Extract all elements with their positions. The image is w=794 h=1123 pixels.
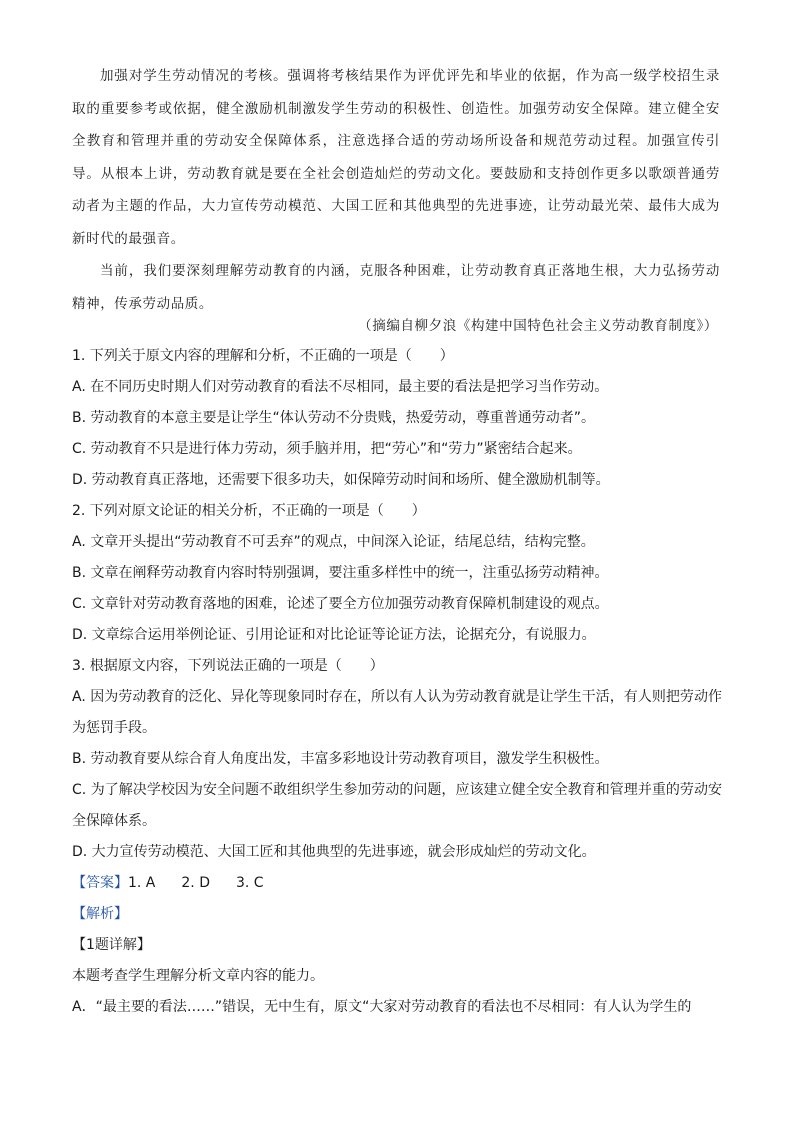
question-option: C. 为了解决学校因为安全问题不敢组织学生参加劳动的问题，应该建立健全安全教育和管理并重的劳动安全保障体系。 bbox=[72, 782, 722, 829]
question-option: B. 劳动教育的本意主要是让学生“体认劳动不分贵贱，热爱劳动，尊重普通劳动者”。 bbox=[72, 410, 596, 426]
analysis-detail-label: 【1题详解】 bbox=[72, 937, 151, 953]
question-option: C. 文章针对劳动教育落地的困难，论述了要全方位加强劳动教育保障机制建设的观点。 bbox=[72, 596, 609, 612]
question-stem: 3. 根据原文内容，下列说法正确的一项是（ ） bbox=[72, 658, 384, 674]
question-option: D. 文章综合运用举例论证、引用论证和对比论证等论证方法，论据充分，有说服力。 bbox=[72, 627, 596, 643]
answer-label: 【答案】 bbox=[72, 875, 128, 891]
question-3 bbox=[72, 651, 722, 868]
question-option: D. 劳动教育真正落地，还需要下很多功夫，如保障劳动时间和场所、健全激励机制等。 bbox=[72, 472, 610, 488]
answer-item: 1. A bbox=[128, 875, 156, 891]
answer-item: 2. D bbox=[181, 875, 210, 891]
passage-source: （摘编自柳夕浪《构建中国特色社会主义劳动教育制度》） bbox=[358, 318, 718, 334]
question-option: A. 文章开头提出“劳动教育不可丢弃”的观点，中间深入论证，结尾总结，结构完整。 bbox=[72, 534, 595, 550]
question-list bbox=[72, 341, 722, 1023]
question-option: B. 劳动教育要从综合育人角度出发，丰富多彩地设计劳动教育项目，激发学生积极性。 bbox=[72, 751, 609, 767]
question-option: A. 因为劳动教育的泛化、异化等现象同时存在，所以有人认为劳动教育就是让学生干活，有人则把劳动作为惩罚手段。 bbox=[72, 689, 722, 736]
analysis-line: A．“最主要的看法……”错误，无中生有，原文“大家对劳动教育的看法也不尽相同：有人认为学生的 bbox=[72, 999, 692, 1015]
question-1 bbox=[72, 341, 722, 496]
answer-item: 3. C bbox=[235, 875, 264, 891]
analysis-line: 本题考查学生理解分析文章内容的能力。 bbox=[72, 968, 324, 984]
question-option: D. 大力宣传劳动模范、大国工匠和其他典型的先进事迹，就会形成灿烂的劳动文化。 bbox=[72, 844, 596, 860]
question-stem: 2. 下列对原文论证的相关分析，不正确的一项是（ ） bbox=[72, 503, 426, 519]
question-option: A. 在不同历史时期人们对劳动教育的看法不尽相同，最主要的看法是把学习当作劳动。 bbox=[72, 379, 609, 395]
answer-row bbox=[72, 868, 722, 899]
question-stem: 1. 下列关于原文内容的理解和分析，不正确的一项是（ ） bbox=[72, 348, 454, 364]
analysis-label: 【解析】 bbox=[72, 906, 128, 922]
passage-paragraph-1: 加强对学生劳动情况的考核。强调将考核结果作为评优评先和毕业的依据，作为高一级学校招生录取的重要参考或依据，健全激励机制激发学生劳动的积极性、创造性。加强劳动安全保障。建立健全安全教育和管理并重的劳动安全保障体系，注意选择合适的劳动场所设备和规范劳动过程。加强宣传引导。从根本上讲，劳动教育就是要在全社会创造灿烂的劳动文化。要鼓励和支持创作更多以歌颂普通劳动者为主题的作品，大力宣传劳动模范、大国工匠和其他典型的先进事迹，让劳动最光荣、最伟大成为新时代的最强音。 bbox=[72, 68, 720, 247]
question-option: B. 文章在阐释劳动教育内容时特别强调，要注重多样性中的统一，注重弘扬劳动精神。 bbox=[72, 565, 609, 581]
passage-paragraph-2: 当前，我们要深刻理解劳动教育的内涵，克服各种困难，让劳动教育真正落地生根，大力弘扬劳动精神，传承劳动品质。 bbox=[72, 263, 720, 312]
passage bbox=[72, 60, 720, 320]
question-2 bbox=[72, 496, 722, 651]
question-option: C. 劳动教育不只是进行体力劳动，须手脑并用，把“劳心”和“劳力”紧密结合起来。 bbox=[72, 441, 582, 457]
